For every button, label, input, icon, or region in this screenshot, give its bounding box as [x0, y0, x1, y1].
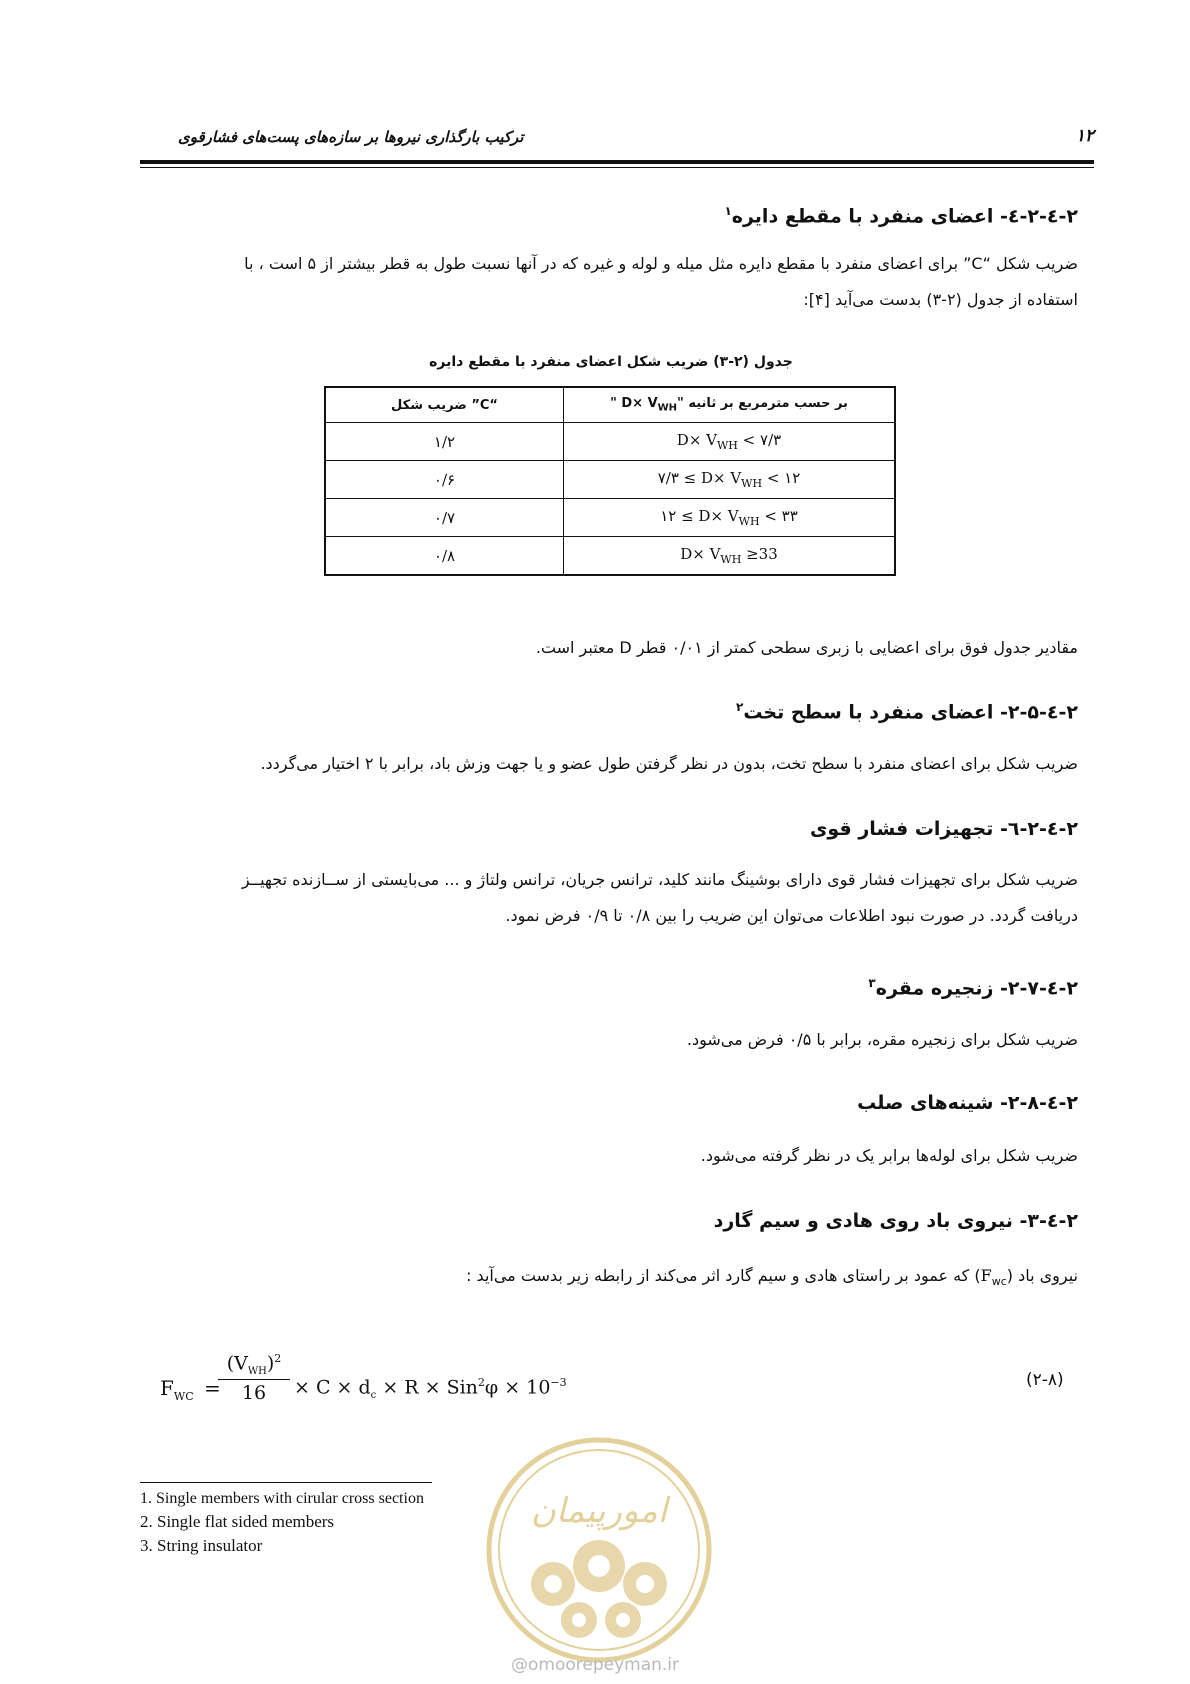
- paragraph-wind-force: نیروی باد $(F_{wc})$ که عمود بر راستای هادی و سیم گارد اثر می‌کند از رابطه زیر بدست می‌آید :: [466, 1266, 1078, 1289]
- equation-number: (۲-۸): [1026, 1370, 1064, 1390]
- table-cell-value: ۰/۸: [325, 537, 564, 576]
- header-rule-thin: [140, 167, 1094, 168]
- table-row: [325, 461, 895, 499]
- table-header-row: [325, 387, 895, 423]
- heading-2-4-2-4: ۲-٤-۲-٤- اعضای منفرد با مقطع دایره$^۱$: [724, 204, 1078, 228]
- footnote-1: 1. Single members with cirular cross section: [140, 1490, 424, 1507]
- table-cell-value: ۰/۶: [325, 461, 564, 499]
- table-caption: جدول (۲-۳) ضریب شکل اعضای منفرد با مقطع دایره: [429, 354, 793, 370]
- watermark-seal-icon: [483, 1434, 715, 1666]
- page-number: ۱۲: [1075, 126, 1094, 146]
- table-row: [325, 423, 895, 461]
- table-cell-condition: ۱۲ ≤ $D\times V_{WH}$ < ۳۳: [564, 499, 896, 537]
- heading-2-4-2-6: ۲-٤-۲-٦- تجهیزات فشار قوی: [809, 818, 1078, 840]
- table-row: [325, 499, 895, 537]
- table-cell-condition: ۷/۳ ≤ $D\times V_{WH}$ < ۱۲: [564, 461, 896, 499]
- paragraph-circular-members: ضریب شکل “C” برای اعضای منفرد با مقطع دایره مثل میله و لوله و غیره که در آنها نسبت طول به قطر بیشتر از ۵ است ، با استفاده از جدول (۲-۳) بدست می‌آید [۴]:: [244, 254, 1078, 309]
- heading-2-4-2-5: ۲-٤-۲-۵- اعضای منفرد با سطح تخت$^۲$: [735, 700, 1078, 724]
- table-header-coefficient: “C” ضریب شکل: [325, 387, 564, 423]
- shape-coefficient-table: [324, 386, 896, 576]
- table-cell-condition: $D\times V_{WH}$ < ۷/۳: [564, 423, 896, 461]
- table-header-condition: " $D\times V_{WH}$" بر حسب مترمربع بر ثانیه: [564, 387, 896, 423]
- footnote-marker-1: ۱: [724, 204, 732, 218]
- paragraph-hv-equipment: ضریب شکل برای تجهیزات فشار قوی دارای بوشینگ مانند کلید، ترانس جریان، ترانس ولتاژ و ... می‌بایستی از ســازنده تجهیــز دریافت گردد. در صورت نبود اطلاعات می‌توان این ضریب را بین ۰/۸ تا ۰/۹ فرض نمود.: [241, 870, 1078, 925]
- paragraph-insulator-string: ضریب شکل برای زنجیره مقره، برابر با ۰/۵ فرض می‌شود.: [686, 1030, 1078, 1049]
- formula-fraction: $(V_{WH})^2$ 16: [218, 1352, 290, 1404]
- heading-2-4-3: ۲-٤-۳- نیروی باد روی هادی و سیم گارد: [713, 1210, 1078, 1232]
- svg-text:امورپیمان: امورپیمان: [530, 1491, 668, 1531]
- table-note: مقادیر جدول فوق برای اعضایی با زبری سطحی کمتر از ۰/۰۱ قطر D معتبر است.: [535, 638, 1078, 657]
- table-cell-value: ۱/۲: [325, 423, 564, 461]
- heading-2-4-2-8: ۲-٤-۲-۸- شینه‌های صلب: [857, 1092, 1078, 1114]
- watermark-url: @omoorepeyman.ir: [510, 1655, 680, 1675]
- table-row: [325, 537, 895, 576]
- wind-force-formula: $F_{WC}$ = $(V_{WH})^2$ 16 × $C \times d_c \times R \times Sin^2\varphi \times 10^{-3}$: [160, 1352, 567, 1405]
- table-cell-condition: $D\times V_{WH} \ge 33$: [564, 537, 896, 576]
- footnote-marker-3: ۳: [868, 976, 876, 990]
- header-rule-thick: [140, 160, 1094, 164]
- heading-2-4-2-7: ۲-٤-۲-۷- زنجیره مقره$^۳$: [868, 976, 1078, 1000]
- paragraph-flat-members: ضریب شکل برای اعضای منفرد با سطح تخت، بدون در نظر گرفتن طول عضو و یا جهت وزش باد، برابر با ۲ اختیار می‌گردد.: [260, 754, 1078, 773]
- footnote-rule: [140, 1482, 432, 1483]
- paragraph-rigid-busbars: ضریب شکل برای لوله‌ها برابر یک در نظر گرفته می‌شود.: [700, 1146, 1078, 1165]
- footnote-2: 2. Single flat sided members: [140, 1512, 335, 1531]
- footnote-marker-2: ۲: [735, 700, 744, 714]
- table-cell-value: ۰/۷: [325, 499, 564, 537]
- footnote-3: 3. String insulator: [140, 1536, 263, 1555]
- running-title: ترکیب بارگذاری نیروها بر سازه‌های پست‌های فشارقوی: [178, 128, 524, 146]
- page-header: [140, 126, 1094, 154]
